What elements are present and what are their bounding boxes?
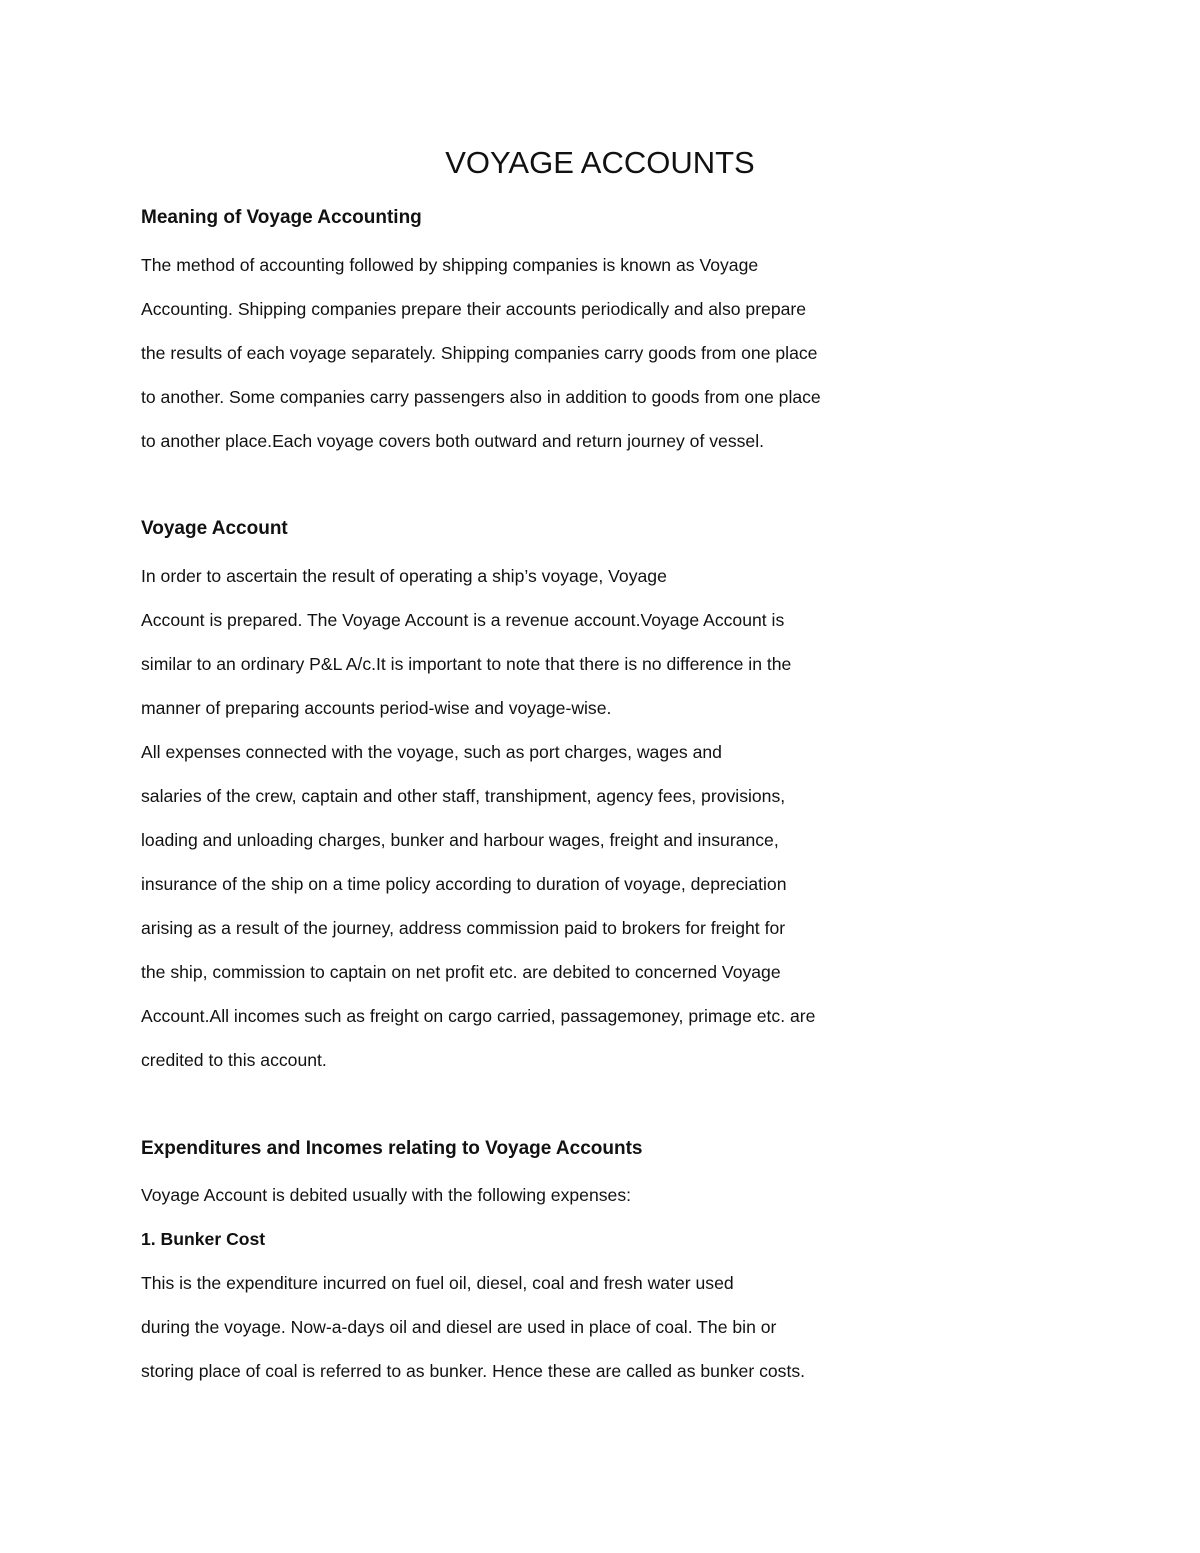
paragraph-line: credited to this account. xyxy=(141,1050,327,1070)
section-heading-voyage-account: Voyage Account xyxy=(141,518,288,539)
paragraph-line: arising as a result of the journey, address commission paid to brokers for freight for xyxy=(141,918,786,938)
section-heading-meaning: Meaning of Voyage Accounting xyxy=(141,207,422,228)
item-heading-bunker-cost: 1. Bunker Cost xyxy=(141,1229,266,1249)
paragraph-line: to another place.Each voyage covers both outward and return journey of vessel. xyxy=(141,431,764,451)
document-title: VOYAGE ACCOUNTS xyxy=(445,145,755,180)
paragraph-line: insurance of the ship on a time policy according to duration of voyage, depreciation xyxy=(141,874,787,894)
paragraph-line: Accounting. Shipping companies prepare their accounts periodically and also prepare xyxy=(141,299,807,319)
paragraph-line: The method of accounting followed by shipping companies is known as Voyage xyxy=(141,255,759,275)
paragraph-line: the ship, commission to captain on net profit etc. are debited to concerned Voyage xyxy=(141,962,781,982)
paragraph-line: storing place of coal is referred to as bunker. Hence these are called as bunker costs. xyxy=(141,1361,806,1381)
paragraph-line: This is the expenditure incurred on fuel oil, diesel, coal and fresh water used xyxy=(141,1273,734,1293)
paragraph-line: Account is prepared. The Voyage Account is a revenue account.Voyage Account is xyxy=(141,610,785,630)
paragraph-line: All expenses connected with the voyage, such as port charges, wages and xyxy=(141,742,722,762)
paragraph-line: manner of preparing accounts period-wise and voyage-wise. xyxy=(141,698,612,718)
paragraph-line: In order to ascertain the result of operating a ship’s voyage, Voyage xyxy=(141,566,667,586)
paragraph-line: loading and unloading charges, bunker and harbour wages, freight and insurance, xyxy=(141,830,779,850)
paragraph-line: similar to an ordinary P&L A/c.It is important to note that there is no difference in the xyxy=(141,654,792,674)
paragraph-line: salaries of the crew, captain and other staff, transhipment, agency fees, provisions, xyxy=(141,786,786,806)
paragraph-line: to another. Some companies carry passengers also in addition to goods from one place xyxy=(141,387,821,407)
section-intro: Voyage Account is debited usually with the following expenses: xyxy=(141,1185,632,1205)
paragraph-line: the results of each voyage separately. Shipping companies carry goods from one place xyxy=(141,343,818,363)
section-heading-expenditures: Expenditures and Incomes relating to Voyage Accounts xyxy=(141,1138,643,1159)
paragraph-line: during the voyage. Now-a-days oil and diesel are used in place of coal. The bin or xyxy=(141,1317,777,1337)
paragraph-line: Account.All incomes such as freight on cargo carried, passagemoney, primage etc. are xyxy=(141,1006,816,1026)
